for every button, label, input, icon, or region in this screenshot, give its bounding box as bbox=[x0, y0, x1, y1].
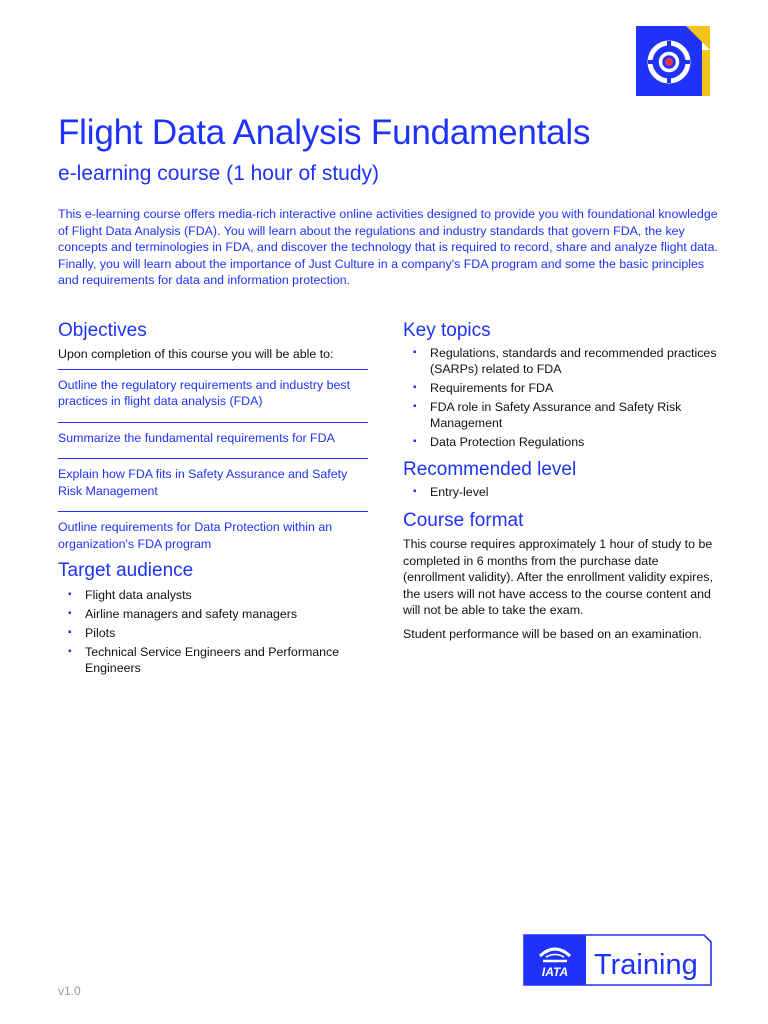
square-bullet-icon: ▪ bbox=[413, 486, 417, 497]
list-item bbox=[58, 606, 368, 622]
target-audience-section bbox=[58, 560, 368, 676]
objectives-lead: Upon completion of this course you will be able to: bbox=[58, 347, 334, 361]
square-bullet-icon: ▪ bbox=[68, 608, 72, 619]
key-topics-heading: Key topics bbox=[403, 320, 491, 341]
target-audience-list bbox=[58, 587, 368, 676]
iata-training-logo bbox=[522, 934, 712, 986]
course-format-paragraph: Student performance will be based on an examination. bbox=[403, 626, 702, 641]
logo-word-text: Training bbox=[594, 949, 698, 981]
course-format-section bbox=[403, 510, 723, 642]
list-item bbox=[58, 644, 368, 676]
square-bullet-icon: ▪ bbox=[68, 646, 72, 657]
course-format-heading: Course format bbox=[403, 510, 524, 531]
version-label: v1.0 bbox=[58, 984, 81, 998]
list-item bbox=[403, 484, 723, 500]
logo-org-text: IATA bbox=[541, 965, 569, 979]
objective-item: Outline the regulatory requirements and industry best practices in flight data analysis (FDA) bbox=[58, 369, 368, 422]
right-column bbox=[403, 320, 723, 642]
list-item bbox=[403, 380, 723, 396]
objective-item: Explain how FDA fits in Safety Assurance and Safety Risk Management bbox=[58, 458, 368, 511]
list-item-text: Flight data analysts bbox=[85, 588, 192, 602]
list-item-text: Entry-level bbox=[430, 485, 489, 499]
course-format-paragraph: This course requires approximately 1 hour of study to be completed in 6 months from the purchase date (enrollment validity). After the enrollment validity expires, the users will not have access to the course content and will not be able to take the exam. bbox=[403, 537, 713, 617]
objectives-list bbox=[58, 369, 368, 565]
list-item-text: Technical Service Engineers and Performance Engineers bbox=[85, 645, 340, 675]
page-title: Flight Data Analysis Fundamentals bbox=[58, 113, 591, 152]
list-item bbox=[403, 345, 723, 377]
list-item bbox=[58, 625, 368, 641]
target-audience-heading: Target audience bbox=[58, 560, 194, 581]
square-bullet-icon: ▪ bbox=[413, 436, 417, 447]
square-bullet-icon: ▪ bbox=[413, 401, 417, 412]
list-item-text: Regulations, standards and recommended practices (SARPs) related to FDA bbox=[430, 346, 717, 376]
list-item-text: Requirements for FDA bbox=[430, 381, 554, 395]
square-bullet-icon: ▪ bbox=[68, 589, 72, 600]
square-bullet-icon: ▪ bbox=[413, 382, 417, 393]
training-badge-icon bbox=[636, 26, 710, 96]
list-item-text: FDA role in Safety Assurance and Safety Risk Management bbox=[430, 400, 682, 430]
intro-paragraph: This e-learning course offers media-rich interactive online activities designed to provide you with foundational knowledge of Flight Data Analysis (FDA). You will learn about the regulations and industry standards that govern FDA, the key concepts and terminologies in FDA, and discover the technology that is required to record, share and analyze flight data. Finally, you will learn about the importance of Just Culture in a company's FDA program and some the basic principles and requirements for data and information protection. bbox=[58, 207, 718, 287]
list-item-text: Airline managers and safety managers bbox=[85, 607, 298, 621]
objectives-section bbox=[58, 320, 368, 564]
left-column bbox=[58, 320, 368, 679]
list-item bbox=[58, 587, 368, 603]
objective-item: Summarize the fundamental requirements for FDA bbox=[58, 422, 368, 459]
recommended-level-heading: Recommended level bbox=[403, 459, 577, 480]
list-item-text: Pilots bbox=[85, 626, 116, 640]
recommended-level-list bbox=[403, 484, 723, 500]
key-topics-list bbox=[403, 345, 723, 450]
objectives-heading: Objectives bbox=[58, 320, 147, 341]
objective-item: Outline requirements for Data Protection within an organization's FDA program bbox=[58, 511, 368, 564]
square-bullet-icon: ▪ bbox=[413, 347, 417, 358]
square-bullet-icon: ▪ bbox=[68, 627, 72, 638]
recommended-level-section bbox=[403, 459, 723, 500]
key-topics-section bbox=[403, 320, 723, 450]
list-item bbox=[403, 434, 723, 450]
page-subtitle: e-learning course (1 hour of study) bbox=[58, 162, 379, 185]
list-item bbox=[403, 399, 723, 431]
list-item-text: Data Protection Regulations bbox=[430, 435, 585, 449]
